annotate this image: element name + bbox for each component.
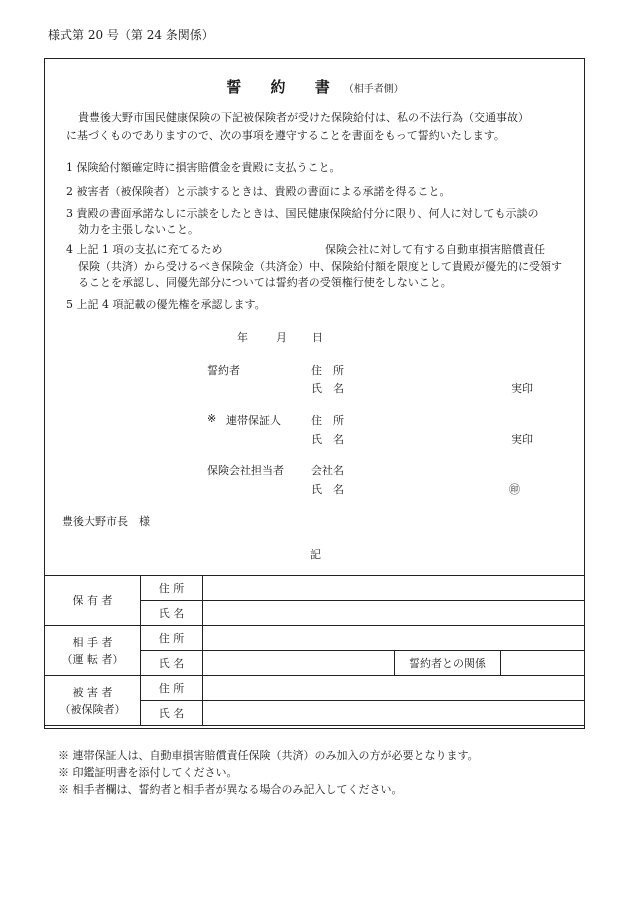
ki-label: 記 — [310, 548, 321, 561]
table-row — [45, 576, 585, 601]
note-2: ※ 印鑑証明書を添付してください。 — [58, 766, 238, 779]
guarantor-label: 連帯保証人 — [226, 414, 281, 427]
insurer-company-label: 会社名 — [311, 464, 344, 477]
item-4-line-3: ることを承認し、同優先部分については誓約者の受領権行使をしないこと。 — [78, 276, 452, 289]
document-title — [0, 76, 630, 97]
date-year: 年 — [237, 331, 248, 344]
intro-line-2: に基づくものでありますので、次の事項を遵守することを書面をもって誓約いたします。 — [66, 129, 505, 142]
victim-name-field[interactable] — [203, 701, 585, 726]
relation-field[interactable] — [501, 651, 585, 676]
owner-address-label: 住 所 — [141, 576, 203, 601]
note-3: ※ 相手者欄は、誓約者と相手者が異なる場合のみ記入してください。 — [58, 783, 403, 796]
guarantor-address-label: 住 所 — [311, 414, 344, 427]
owner-label: 保 有 者 — [45, 576, 141, 626]
item-4-line-1b: 保険会社に対して有する自動車損害賠償責任 — [325, 243, 545, 256]
guarantor-name-label: 氏 名 — [311, 433, 344, 446]
pledger-address-label: 住 所 — [311, 364, 344, 377]
pledger-seal: 実印 — [511, 382, 533, 395]
item-4-line-2: 保険（共済）から受けるべき保険金（共済金）中、保険給付額を限度として貴殿が優先的に受領す — [78, 260, 562, 273]
insurer-label: 保険会社担当者 — [207, 464, 284, 477]
table-row — [45, 676, 585, 701]
form-number: 様式第 20 号（第 24 条関係） — [48, 28, 214, 42]
victim-label-main: 被 害 者 — [72, 685, 113, 699]
title-main: 誓 約 書 — [226, 78, 342, 96]
parties-table — [44, 575, 585, 726]
owner-name-label: 氏 名 — [141, 601, 203, 626]
item-4-line-1a: 4 上記 1 項の支払に充てるため — [66, 243, 223, 256]
addressee: 豊後大野市長 様 — [62, 515, 150, 528]
item-3-line-2: 効力を主張しないこと。 — [78, 223, 199, 236]
title-sub: （相手者側） — [343, 84, 404, 95]
guarantor-mark: ※ — [207, 412, 217, 425]
date-day: 日 — [312, 331, 323, 344]
intro-line-1: 貴豊後大野市国民健康保険の下記被保険者が受けた保険給付は、私の不法行為（交通事故） — [78, 111, 529, 124]
counterparty-address-label: 住 所 — [141, 626, 203, 651]
item-3-line-1: 3 貴殿の書面承諾なしに示談をしたときは、国民健康保険給付分に限り、何人に対しても示談の — [66, 207, 539, 220]
counterparty-label — [45, 626, 141, 676]
pledger-name-label: 氏 名 — [311, 382, 344, 395]
date-month: 月 — [276, 331, 287, 344]
item-5: 5 上記 4 項記載の優先権を承認します。 — [66, 298, 266, 311]
item-2: 2 被害者（被保険者）と示談するときは、貴殿の書面による承諾を得ること。 — [66, 185, 451, 198]
guarantor-seal: 実印 — [511, 433, 533, 446]
counterparty-name-field[interactable] — [203, 651, 395, 676]
note-1: ※ 連帯保証人は、自動車損害賠償責任保険（共済）のみ加入の方が必要となります。 — [58, 749, 479, 762]
owner-address-field[interactable] — [203, 576, 585, 601]
counterparty-address-field[interactable] — [203, 626, 585, 651]
owner-name-field[interactable] — [203, 601, 585, 626]
victim-address-label: 住 所 — [141, 676, 203, 701]
item-1: 1 保険給付額確定時に損害賠償金を貴殿に支払うこと。 — [66, 161, 341, 174]
victim-label-sub: （被保険者） — [59, 702, 126, 716]
victim-label — [45, 676, 141, 726]
relation-label: 誓約者との関係 — [395, 651, 501, 676]
pledger-label: 誓約者 — [207, 364, 240, 377]
victim-address-field[interactable] — [203, 676, 585, 701]
table-row — [45, 626, 585, 651]
victim-name-label: 氏 名 — [141, 701, 203, 726]
counterparty-label-main: 相 手 者 — [72, 635, 113, 649]
insurer-seal: ㊞ — [509, 483, 520, 496]
insurer-name-label: 氏 名 — [311, 483, 344, 496]
counterparty-name-label: 氏 名 — [141, 651, 203, 676]
counterparty-label-sub: （運 転 者） — [61, 652, 124, 666]
